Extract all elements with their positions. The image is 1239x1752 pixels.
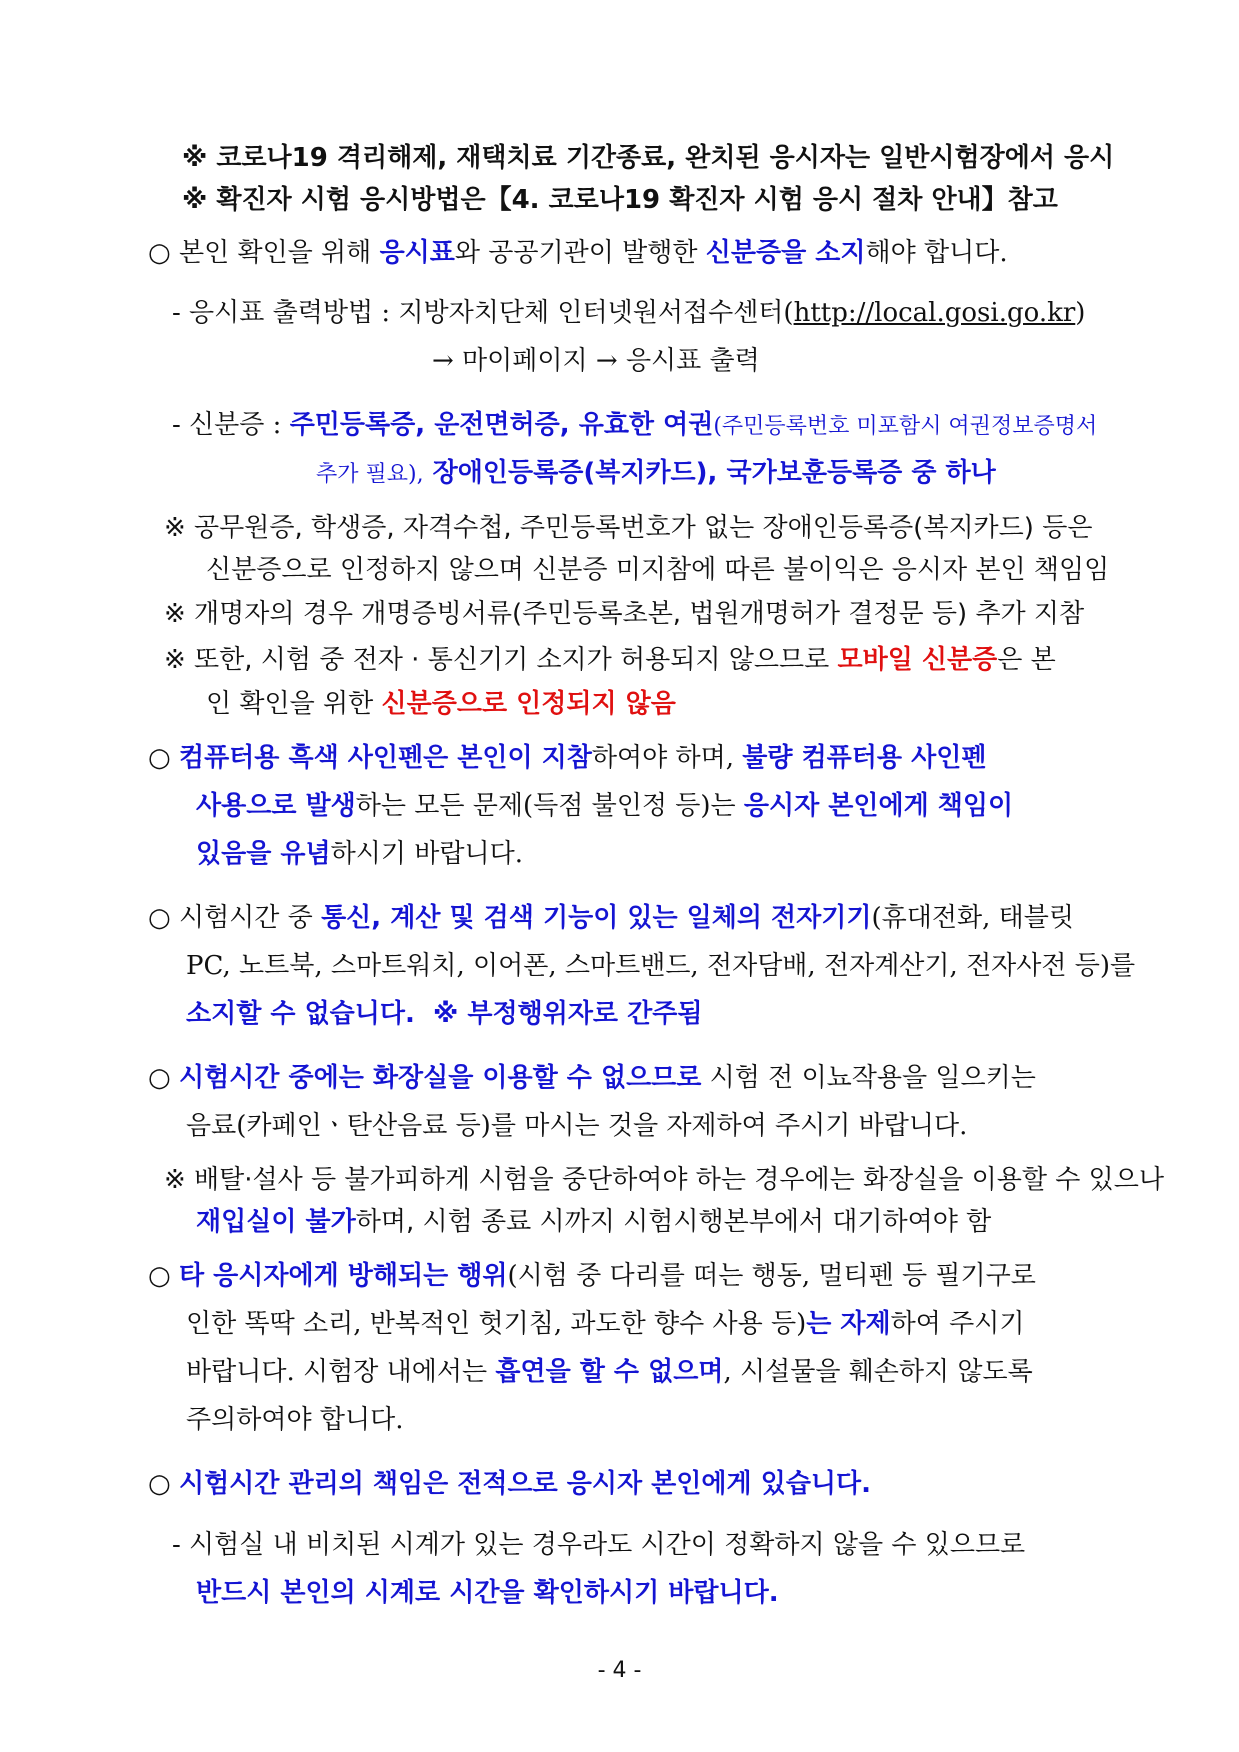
note-toilet-exception-cont: 재입실이 불가하며, 시험 종료 시까지 시험시행본부에서 대기하여야 함 <box>196 1207 992 1237</box>
note-covid-recovered: ※ 코로나19 격리해제, 재택치료 기간종료, 완치된 응시자는 일반시험장에서 응시 <box>182 143 1115 173</box>
id-requirement-line: ○ 본인 확인을 위해 응시표와 공공기관이 발행한 신분증을 소지해야 합니다. <box>148 238 1008 268</box>
note-invalid-ids: ※ 공무원증, 학생증, 자격수첩, 주민등록번호가 없는 장애인등록증(복지카드) 등은 <box>164 513 1093 543</box>
disturb-rule-line: ○ 타 응시자에게 방해되는 행위(시험 중 다리를 떠는 행동, 멀티펜 등 필기구로 <box>148 1261 1036 1291</box>
toilet-rule-cont: 음료(카페인ㆍ탄산음료 등)를 마시는 것을 자제하여 주시기 바랍니다. <box>186 1111 968 1141</box>
note-mobile-id: ※ 또한, 시험 중 전자 · 통신기기 소지가 허용되지 않으므로 모바일 신분증은 본 <box>164 645 1056 675</box>
note-invalid-ids-cont: 신분증으로 인정하지 않으며 신분증 미지참에 따른 불이익은 응시자 본인 책임임 <box>206 555 1110 585</box>
note-mobile-id-cont: 인 확인을 위한 신분증으로 인정되지 않음 <box>206 689 676 719</box>
smoking-rule-end: 주의하여야 합니다. <box>186 1405 404 1435</box>
pen-requirement-end: 있음을 유념하시기 바랍니다. <box>196 839 523 869</box>
ticket-print-method: - 응시표 출력방법 : 지방자치단체 인터넷원서접수센터(http://local.gosi.go.kr) <box>172 298 1086 328</box>
note-covid-procedure: ※ 확진자 시험 응시방법은【4. 코로나19 확진자 시험 응시 절차 안내】참고 <box>182 185 1058 215</box>
pen-requirement-cont: 사용으로 발생하는 모든 문제(득점 불인정 등)는 응시자 본인에게 책임이 <box>196 791 1014 821</box>
page-number: - 4 - <box>597 1658 642 1683</box>
ticket-print-path: → 마이페이지 → 응시표 출력 <box>432 346 760 376</box>
disturb-rule-cont: 인한 똑딱 소리, 반복적인 헛기침, 과도한 향수 사용 등)는 자제하여 주시기 <box>186 1309 1025 1339</box>
time-responsibility-line: ○ 시험시간 관리의 책임은 전적으로 응시자 본인에게 있습니다. <box>148 1469 872 1499</box>
pen-requirement-line: ○ 컴퓨터용 흑색 사인펜은 본인이 지참하여야 하며, 불량 컴퓨터용 사인펜 <box>148 743 987 773</box>
toilet-rule-line: ○ 시험시간 중에는 화장실을 이용할 수 없으므로 시험 전 이뇨작용을 일으키는 <box>148 1063 1036 1093</box>
gosi-link[interactable]: http://local.gosi.go.kr <box>793 298 1076 328</box>
id-card-types: - 신분증 : 주민등록증, 운전면허증, 유효한 여권(주민등록번호 미포함시 여권정보증명서 <box>172 410 1098 440</box>
smoking-rule: 바랍니다. 시험장 내에서는 흡연을 할 수 없으며, 시설물을 훼손하지 않도록 <box>186 1357 1033 1387</box>
device-ban-line: ○ 시험시간 중 통신, 계산 및 검색 기능이 있는 일체의 전자기기(휴대전화, 태블릿 <box>148 903 1075 933</box>
device-list: PC, 노트북, 스마트워치, 이어폰, 스마트밴드, 전자담배, 전자계산기, 전자사전 등)를 <box>186 951 1136 981</box>
note-toilet-exception: ※ 배탈·설사 등 불가피하게 시험을 중단하여야 하는 경우에는 화장실을 이용할 수 있으나 <box>164 1165 1165 1195</box>
time-clock-advice: 반드시 본인의 시계로 시간을 확인하시기 바랍니다. <box>196 1578 779 1608</box>
id-card-types-cont: 추가 필요), 장애인등록증(복지카드), 국가보훈등록증 중 하나 <box>316 458 996 488</box>
device-ban-warning: 소지할 수 없습니다. ※ 부정행위자로 간주됨 <box>186 999 703 1029</box>
time-clock-note: - 시험실 내 비치된 시계가 있는 경우라도 시간이 정확하지 않을 수 있으므로 <box>172 1530 1026 1560</box>
note-name-change: ※ 개명자의 경우 개명증빙서류(주민등록초본, 법원개명허가 결정문 등) 추가 지참 <box>164 599 1085 629</box>
